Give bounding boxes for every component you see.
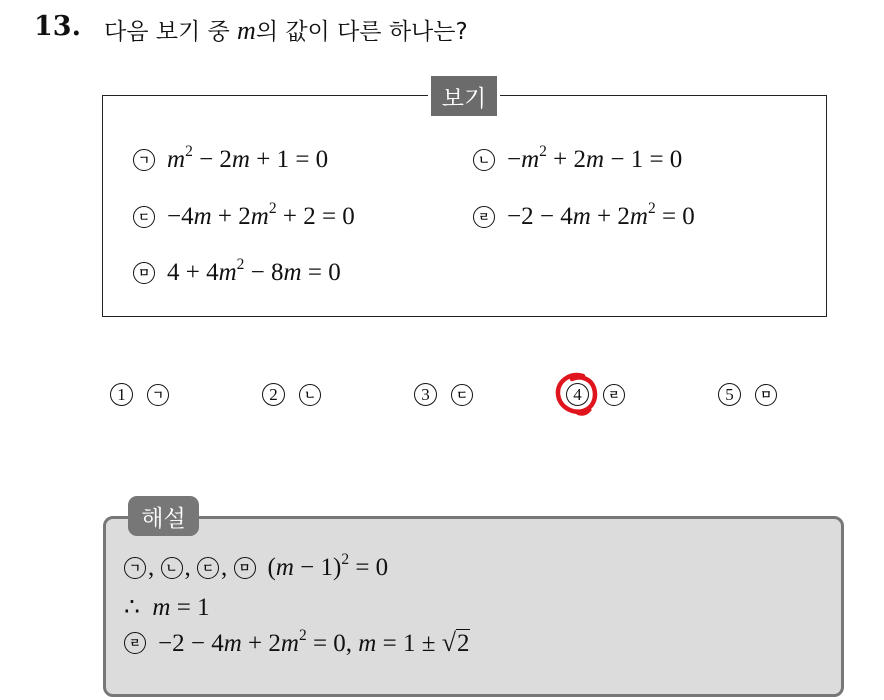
choice-symbol: ㅁ (755, 384, 777, 406)
bogi-item-symbol: ㄷ (133, 206, 155, 228)
choice-3[interactable] (414, 383, 485, 406)
choice-2[interactable] (262, 383, 333, 406)
question-number: 13. (34, 11, 81, 42)
question-text-after: 의 값이 다른 하나는? (255, 19, 468, 45)
bogi-item-symbol: ㄹ (473, 206, 495, 228)
solution-symbol: ㄹ (124, 632, 146, 654)
bogi-item-4 (473, 200, 695, 231)
solution-line-3 (124, 628, 470, 658)
solution-line-1: ㄱ , ㄴ , ㄷ , ㅁ $(m - 1)^2 = 0$ (124, 554, 388, 582)
choice-symbol: ㄱ (147, 384, 169, 406)
choice-symbol: ㄷ (451, 384, 473, 406)
question-text-before: 다음 보기 중 (104, 19, 230, 45)
bogi-item-equation: $4 + 4m^2 - 8m = 0$ (167, 256, 341, 286)
choice-number: 4 (566, 383, 589, 406)
solution-symbol: ㄱ (124, 557, 146, 579)
bogi-item-equation: $m^2 - 2m + 1 = 0$ (167, 143, 329, 173)
choice-number: 5 (718, 383, 741, 406)
bogi-item-3 (133, 200, 355, 231)
solution-conclusion: ∴ m = 1 (124, 594, 210, 621)
bogi-item-2 (473, 143, 683, 174)
choice-number: 3 (414, 383, 437, 406)
question-text (104, 13, 468, 46)
solution-equation-3: $-2 - 4m + 2m^2 = 0$, m = 1 ± √ 2 (158, 627, 470, 657)
bogi-item-symbol: ㅁ (133, 262, 155, 284)
choice-5[interactable] (718, 383, 789, 406)
choice-symbol: ㄴ (299, 384, 321, 406)
bogi-item-1 (133, 143, 329, 174)
solution-symbol: ㄷ (197, 557, 219, 579)
bogi-item-symbol: ㄴ (473, 149, 495, 171)
bogi-item-equation: $-m^2 + 2m - 1 = 0$ (507, 143, 683, 173)
choice-number: 1 (110, 383, 133, 406)
solution-box (103, 516, 844, 697)
choice-4[interactable] (566, 383, 637, 406)
solution-equation-1: $(m - 1)^2 = 0$ (267, 551, 389, 581)
choice-number: 2 (262, 383, 285, 406)
choice-1[interactable] (110, 383, 181, 406)
solution-symbol: ㄴ (161, 557, 183, 579)
bogi-item-5 (133, 256, 341, 287)
solution-label: 해설 (128, 496, 199, 536)
bogi-item-equation: $-4m + 2m^2 + 2 = 0$ (167, 200, 355, 230)
solution-symbol: ㅁ (234, 557, 256, 579)
sqrt-symbol: √ 2 (441, 628, 470, 657)
question-variable: m (237, 16, 256, 45)
bogi-item-symbol: ㄱ (133, 149, 155, 171)
bogi-item-equation: $-2 - 4m + 2m^2 = 0$ (507, 200, 695, 230)
choice-symbol: ㄹ (603, 384, 625, 406)
bogi-label: 보기 (431, 76, 497, 116)
solution-line-2 (124, 592, 210, 622)
